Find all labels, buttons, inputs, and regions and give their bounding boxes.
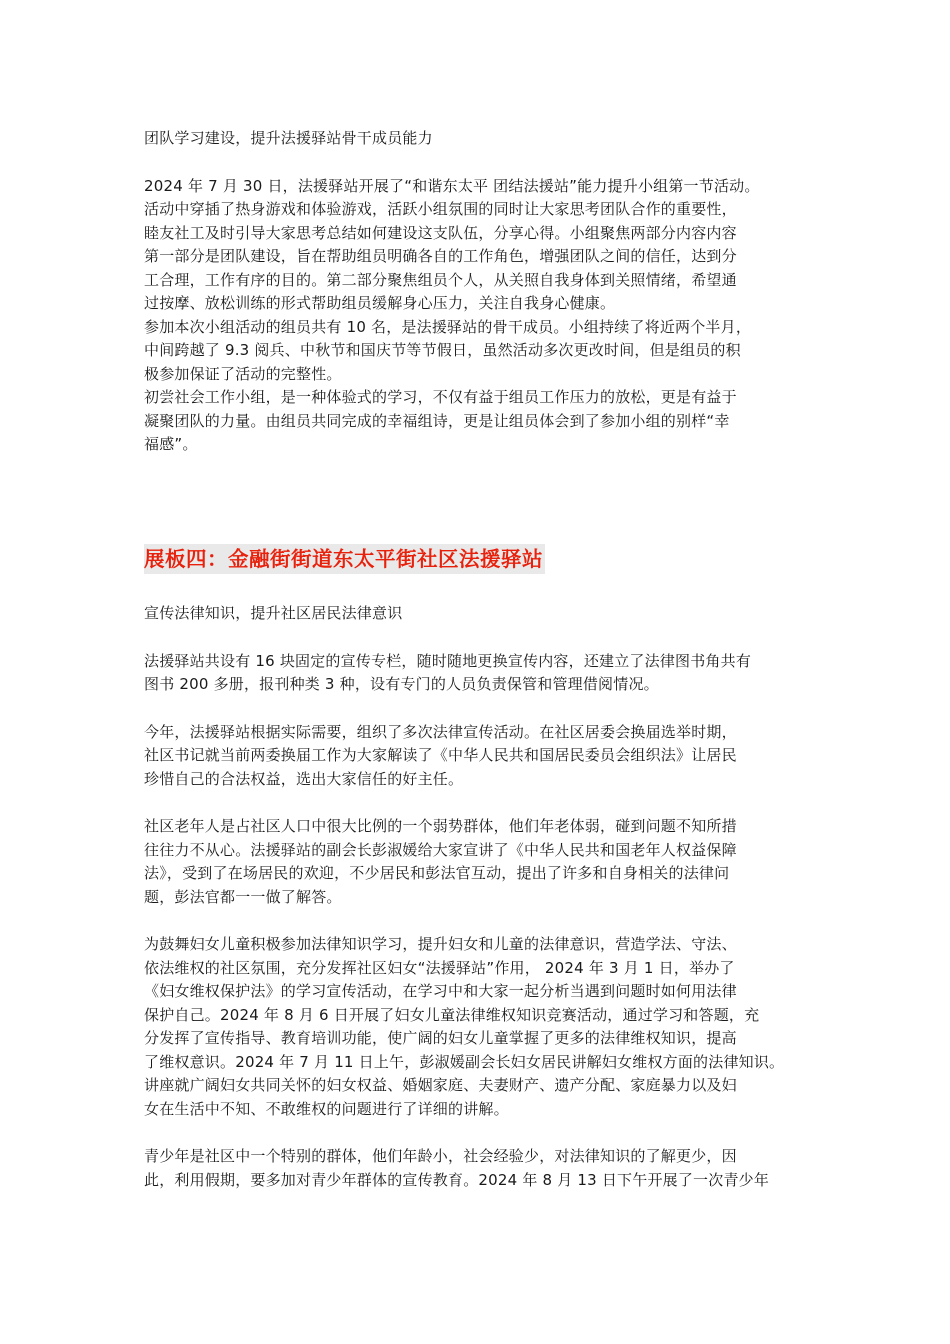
section2-paragraph-2: 今年，法援驿站根据实际需要，组织了多次法律宣传活动。在社区居委会换届选举时期， 社区书记就当前两委换届工作为大家解读了《中华人民共和国居民委员会组织法》让居民 珍惜自己的合法权益，选出大家信任的好主任。 xyxy=(144,722,737,788)
section1-paragraph-3: 初尝社会工作小组，是一种体验式的学习，不仅有益于组员工作压力的放松，更是有益于 凝聚团队的力量。由组员共同完成的幸福组诗，更是让组员体会到了参加小组的别样“幸 福感”。 xyxy=(144,388,737,453)
section2-paragraph-4: 为鼓舞妇女儿童积极参加法律知识学习，提升妇女和儿童的法律意识，营造学法、守法、 依法维权的社区氛围，充分发挥社区妇女“法援驿站”作用， 2024 年 3 月 1 日，举办了 《妇女维权保护法》的学习宣传活动，在学习中和大家一起分析当遇到问题时如何用法律 保护自己。2024 年 8 月 6 日开展了妇女儿童法律维权知识竞赛活动，通过学习和答题，充 分发挥了宣传指导、教育培训功能，使广阔的妇女儿童掌握了更多的法律维权知识，提高 了维权意识。2024 年 7 月 11 日上午，彭淑媛副会长妇女居民讲解妇女维权方面的法律知识。 讲座就广阔妇女共同关怀的妇女权益、婚姻家庭、夫妻财产、遗产分配、家庭暴力以及妇 女在生活中不知、不敢维权的问题进行了详细的讲解。 xyxy=(144,935,785,1118)
section1-paragraph-1: 2024 年 7 月 30 日，法援驿站开展了“和谐东太平 团结法援站”能力提升小组第一节活动。 活动中穿插了热身游戏和体验游戏，活跃小组氛围的同时让大家思考团队合作的重要性， 睦友社工及时引导大家思考总结如何建设这支队伍，分享心得。小组聚焦两部分内容内容 第一部分是团队建设，旨在帮助组员明确各自的工作角色，增强团队之间的信任，达到分 工合理，工作有序的目的。第二部分聚焦组员个人，从关照自我身体到关照情绪，希望通 过按摩、放松训练的形式帮助组员缓解身心压力，关注自我身心健康。 xyxy=(144,176,760,312)
section2-subtitle: 宣传法律知识，提升社区居民法律意识 xyxy=(144,604,403,622)
section2-heading-line xyxy=(144,521,824,575)
section2-paragraph-3: 社区老年人是占社区人口中很大比例的一个弱势群体，他们年老体弱，碰到问题不知所措 往往力不从心。法援驿站的副会长彭淑媛给大家宣讲了《中华人民共和国老年人权益保障 法》，受到了在场居民的欢迎，不少居民和彭法官互动，提出了许多和自身相关的法律问 题，彭法官都一一做了解答。 xyxy=(144,817,737,906)
section2-heading: 展板四：金融街街道东太平街社区法援驿站 xyxy=(144,544,545,574)
section1-paragraph-2: 参加本次小组活动的组员共有 10 名，是法援驿站的骨干成员。小组持续了将近两个半月， 中间跨越了 9.3 阅兵、中秋节和国庆节等节假日，虽然活动多次更改时间，但是组员的积 极参加保证了活动的完整性。 xyxy=(144,317,752,383)
section1-subtitle: 团队学习建设，提升法援驿站骨干成员能力 xyxy=(144,129,433,147)
section2-paragraph-5: 青少年是社区中一个特别的群体，他们年龄小，社会经验少，对法律知识的了解更少，因 此，利用假期，要多加对青少年群体的宣传教育。2024 年 8 月 13 日下午开展了一次青少年 xyxy=(144,1147,770,1189)
section2-paragraph-1: 法援驿站共设有 16 块固定的宣传专栏，随时随地更换宣传内容，还建立了法律图书角共有 图书 200 多册，报刊种类 3 种，设有专门的人员负责保管和管理借阅情况。 xyxy=(144,651,752,693)
document-body xyxy=(144,127,824,1192)
